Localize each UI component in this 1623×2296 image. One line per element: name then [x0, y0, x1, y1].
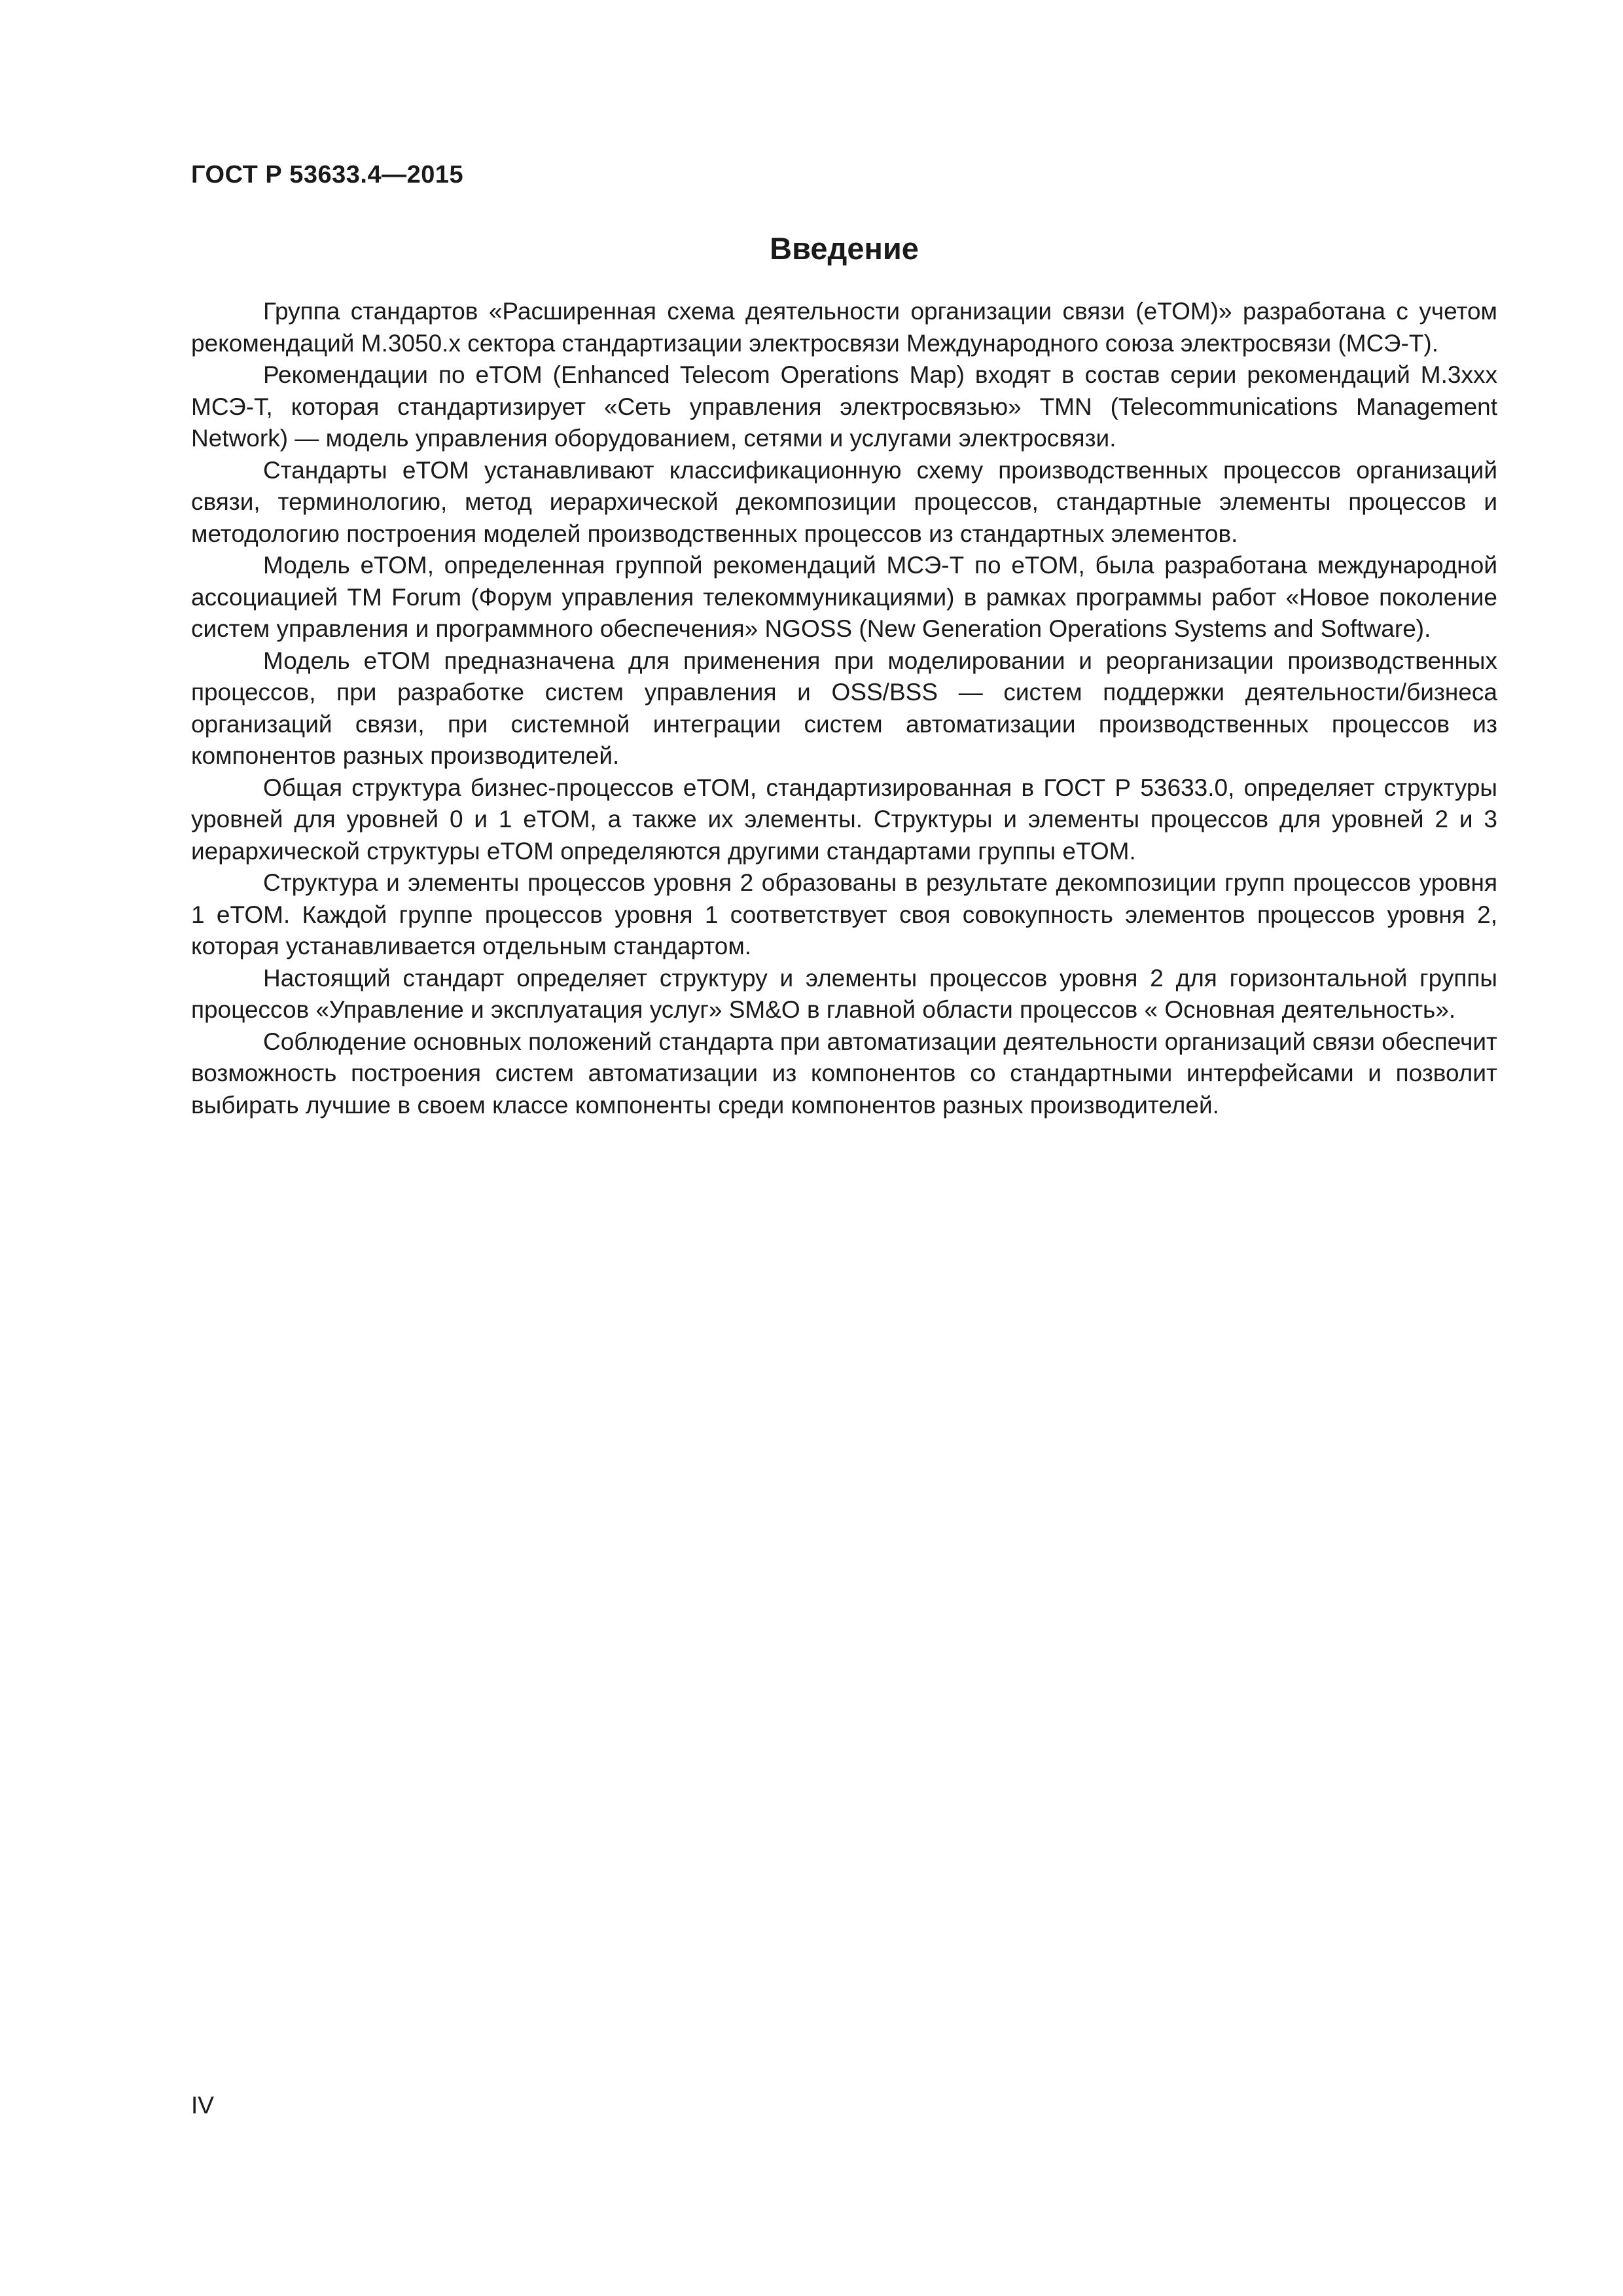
page-number: IV	[191, 2092, 214, 2119]
paragraph: Стандарты eTOM устанавливают классификационную схему производственных процессов организаций связи, терминологию, метод иерархической декомпозиции процессов, стандартные элементы процессов и методологию построения моделей производственных процессов из стандартных элементов.	[191, 456, 1497, 547]
paragraph: Модель eTOM предназначена для применения при моделировании и реорганизации производственных процессов, при разработке систем управления и OSS/BSS — систем поддержки деятельности/бизнеса организаций связи, при системной интеграции систем автоматизации производственных процессов из компонентов разных производителей.	[191, 647, 1497, 769]
section-title: Введение	[770, 231, 919, 266]
paragraph: Настоящий стандарт определяет структуру и элементы процессов уровня 2 для горизонтальной группы процессов «Управление и эксплуатация услуг» SM&O в главной области процессов « Основная деятельность».	[191, 964, 1497, 1023]
paragraph: Модель eTOM, определенная группой рекомендаций МСЭ-Т по eTOM, была разработана международной ассоциацией TM Forum (Форум управления телекоммуникациями) в рамках программы работ «Новое поколение систем управления и программного обеспечения» NGOSS (New Generation Operations Systems and Software).	[191, 552, 1497, 642]
paragraph: Группа стандартов «Расширенная схема деятельности организации связи (eTOM)» разработана с учетом рекомендаций М.3050.х сектора стандартизации электросвязи Международного союза электросвязи (МСЭ-Т).	[191, 298, 1497, 357]
paragraph: Общая структура бизнес-процессов eTOM, стандартизированная в ГОСТ Р 53633.0, определяет структуры уровней для уровней 0 и 1 eTOM, а также их элементы. Структуры и элементы процессов для уровней 2 и 3 иерархической структуры eTOM определяются другими стандартами группы eTOM.	[191, 774, 1497, 865]
paragraph: Соблюдение основных положений стандарта при автоматизации деятельности организаций связи обеспечит возможность построения систем автоматизации из компонентов со стандартными интерфейсами и позволит выбирать лучшие в своем классе компоненты среди компонентов разных производителей.	[191, 1028, 1497, 1119]
paragraph: Рекомендации по eTOM (Enhanced Telecom Operations Map) входят в состав серии рекомендаций М.3ххх МСЭ-Т, которая стандартизирует «Сеть управления электросвязью» TMN (Telecommunications Management Network) — модель управления оборудованием, сетями и услугами электросвязи.	[191, 361, 1497, 452]
paragraph: Структура и элементы процессов уровня 2 образованы в результате декомпозиции групп процессов уровня 1 eTOM. Каждой группе процессов уровня 1 соответствует своя совокупность элементов процессов уровня 2, которая устанавливается отдельным стандартом.	[191, 869, 1497, 960]
document-code: ГОСТ Р 53633.4—2015	[191, 161, 464, 188]
introduction-body	[191, 296, 1497, 1121]
